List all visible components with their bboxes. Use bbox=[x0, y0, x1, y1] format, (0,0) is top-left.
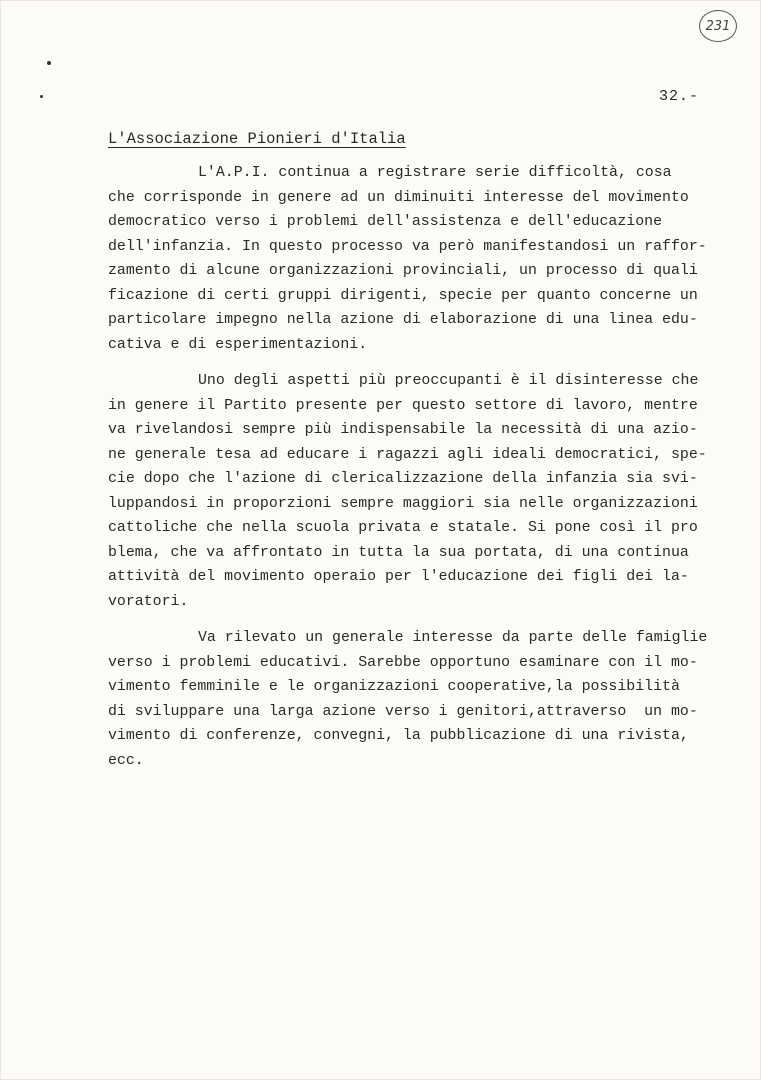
paragraph-3 bbox=[108, 626, 707, 773]
text-line: Uno degli aspetti più preoccupanti è il disinteresse che bbox=[198, 373, 699, 389]
text-line: democratico verso i problemi dell'assistenza e dell'educazione bbox=[108, 214, 663, 230]
archive-number: 231 bbox=[705, 18, 731, 34]
text-line: voratori. bbox=[108, 593, 189, 610]
text-line: L'A.P.I. continua a registrare serie difficoltà, cosa bbox=[198, 165, 672, 181]
text-line: ne generale tesa ad educare i ragazzi agli ideali democratici, spe- bbox=[108, 446, 707, 463]
text-line: di sviluppare una larga azione verso i genitori,attraverso un mo- bbox=[108, 703, 698, 720]
text-line: ecc. bbox=[108, 752, 144, 769]
text-line: cattoliche che nella scuola privata e statale. Si pone così il pro bbox=[108, 520, 698, 536]
text-line: blema, che va affrontato in tutta la sua portata, di una continua bbox=[108, 544, 689, 561]
margin-mark bbox=[47, 61, 51, 65]
text-line: va rivelandosi sempre più indispensabile la necessità di una azio- bbox=[108, 422, 698, 438]
text-line: cativa e di esperimentazioni. bbox=[108, 336, 368, 353]
section-title: L'Associazione Pionieri d'Italia bbox=[108, 130, 406, 148]
text-line: particolare impegno nella azione di elaborazione di una linea edu- bbox=[108, 312, 698, 328]
text-line: verso i problemi educativi. Sarebbe opportuno esaminare con il mo- bbox=[108, 654, 698, 671]
page-number: 32.- bbox=[659, 88, 700, 105]
paragraph-1 bbox=[108, 161, 707, 357]
text-line: ficazione di certi gruppi dirigenti, specie per quanto concerne un bbox=[108, 287, 698, 304]
text-line: cie dopo che l'azione di clericalizzazione della infanzia sia svi- bbox=[108, 471, 698, 487]
text-line: zamento di alcune organizzazioni provinciali, un processo di quali bbox=[108, 263, 698, 279]
text-line: luppandosi in proporzioni sempre maggiori sia nelle organizzazioni bbox=[108, 495, 698, 512]
text-line: Va rilevato un generale interesse da parte delle famiglie bbox=[198, 630, 708, 646]
text-line: in genere il Partito presente per questo settore di lavoro, mentre bbox=[108, 397, 698, 414]
text-line: vimento di conferenze, convegni, la pubblicazione di una rivista, bbox=[108, 728, 689, 744]
text-line: dell'infanzia. In questo processo va però manifestandosi un raffor- bbox=[108, 238, 707, 255]
archive-number-stamp bbox=[699, 10, 737, 42]
text-line: attività del movimento operaio per l'educazione dei figli dei la- bbox=[108, 569, 689, 585]
margin-mark bbox=[40, 95, 43, 98]
paragraph-2 bbox=[108, 369, 707, 614]
text-line: vimento femminile e le organizzazioni cooperative,la possibilità bbox=[108, 679, 680, 695]
text-line: che corrisponde in genere ad un diminuiti interesse del movimento bbox=[108, 189, 689, 206]
